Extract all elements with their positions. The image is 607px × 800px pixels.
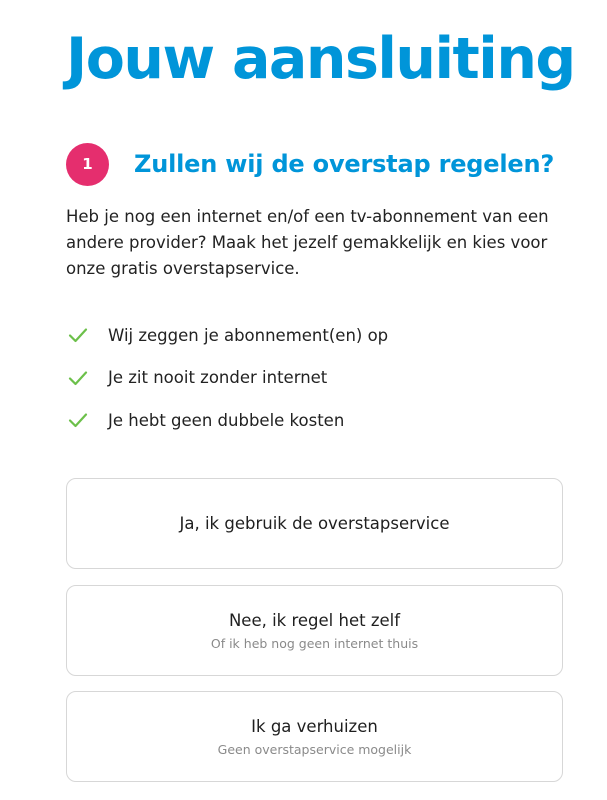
benefit-item bbox=[66, 399, 388, 442]
benefit-text: Je hebt geen dubbele kosten bbox=[108, 410, 345, 430]
benefit-item bbox=[66, 314, 388, 357]
step-header bbox=[66, 142, 554, 186]
check-icon bbox=[66, 366, 90, 390]
benefit-item bbox=[66, 357, 388, 400]
benefit-text: Wij zeggen je abonnement(en) op bbox=[108, 325, 389, 345]
option-label: Ja, ik gebruik de overstapservice bbox=[179, 514, 450, 533]
step-title: Zullen wij de overstap regelen? bbox=[134, 150, 555, 178]
step-number-badge: 1 bbox=[66, 143, 109, 186]
check-icon bbox=[66, 408, 90, 432]
option-arrange-myself[interactable] bbox=[66, 585, 563, 676]
benefit-text: Je zit nooit zonder internet bbox=[108, 368, 328, 388]
option-sublabel: Of ik heb nog geen internet thuis bbox=[210, 635, 419, 651]
option-label: Ik ga verhuizen bbox=[251, 716, 378, 736]
option-sublabel: Geen overstapservice mogelijk bbox=[217, 741, 412, 757]
check-icon bbox=[66, 323, 90, 347]
option-moving[interactable] bbox=[66, 691, 563, 782]
option-use-switch-service[interactable] bbox=[66, 478, 563, 569]
benefits-list bbox=[66, 314, 388, 442]
intro-text: Heb je nog een internet en/of een tv-abonnement van een andere provider? Maak het jezelf gemakkelijk en kies voor onze gratis overstapservice. bbox=[66, 207, 549, 278]
page-title: Jouw aansluiting bbox=[66, 26, 575, 92]
option-label: Nee, ik regel het zelf bbox=[228, 610, 401, 630]
